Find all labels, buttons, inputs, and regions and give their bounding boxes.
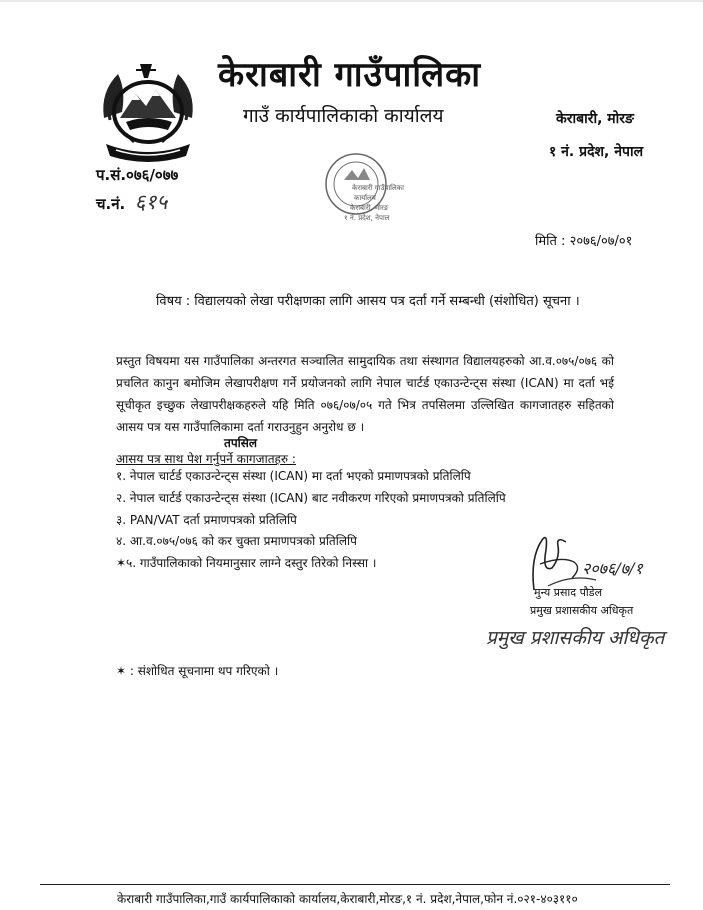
footer-divider — [40, 884, 670, 885]
dispatch-label: च.नं. — [96, 195, 126, 213]
office-seal-icon — [300, 140, 408, 240]
nepal-coat-of-arms-icon — [96, 56, 200, 166]
documents-list-heading: आसय पत्र साथ पेश गर्नुपर्ने कागजातहरु : — [116, 452, 296, 466]
list-item: ४. आ.व.०७५/०७६ को कर चुक्ता प्रमाणपत्रको प्रतिलिपि — [116, 534, 357, 548]
signatory-name: मुन्य प्रसाद पौडेल — [534, 586, 603, 599]
letter-date: मिति : २०७६/०७/०१ — [535, 234, 633, 249]
signature-date: २०७६/७/१ — [582, 559, 643, 578]
stamp-line: केराबारी गाउँपालिका — [352, 184, 404, 192]
list-item: ✶५. गाउँपालिकाको नियमानुसार लाग्ने दस्तुर तिरेको निस्सा । — [116, 556, 377, 570]
schedule-heading: तपसिल — [224, 436, 258, 450]
list-item: ३. PAN/VAT दर्ता प्रमाणपत्रको प्रतिलिपि — [116, 513, 297, 527]
dispatch-number — [96, 188, 167, 216]
dispatch-value: ६१५ — [134, 190, 168, 214]
stamp-line: कार्यालय — [354, 194, 376, 202]
list-item: १. नेपाल चार्टर्ड एकाउन्टेन्ट्स संस्था (ICAN) मा दर्ता भएको प्रमाणपत्रको प्रतिलिपि — [116, 469, 471, 483]
office-title: केराबारी गाउँपालिका — [218, 55, 482, 95]
handwritten-title: प्रमुख प्रशासकीय अधिकृत — [486, 627, 665, 649]
signatory-title: प्रमुख प्रशासकीय अधिकृत — [530, 604, 634, 617]
page-edge — [0, 0, 703, 2]
footnote: ✶ : संशोधित सूचनामा थप गरिएको । — [116, 664, 279, 678]
list-item: २. नेपाल चार्टर्ड एकाउन्टेन्ट्स संस्था (ICAN) बाट नवीकरण गरिएको प्रमाणपत्रको प्रतिलिपि — [116, 491, 506, 505]
stamp-line: १ नं. प्रदेश, नेपाल — [344, 214, 390, 222]
stamp-line: केराबारी, मोरङ — [350, 204, 389, 212]
office-subtitle: गाउँ कार्यपालिकाको कार्यालय — [243, 105, 444, 127]
body-paragraph: प्रस्तुत विषयमा यस गाउँपालिका अन्तरगत सञ्चालित सामुदायिक तथा संस्थागत विद्यालयहरुको आ.व.०७५/०७६ को प्रचलित कानुन बमोजिम लेखापरीक्षण गर्ने प्रयोजनको लागि नेपाल चार्टर्ड एकाउन्टेन्ट्स संस्था (ICAN) मा दर्ता भई सूचीकृत इच्छुक लेखापरीक्षकहरुले यहि मिति ०७६/०७/०५ गते भित्र तपसिलमा उल्लिखित कागजातहरु सहितको आसय पत्र यस गाउँपालिकामा दर्ता गराउनुहुन अनुरोध छ । — [116, 354, 614, 434]
footer-address: केराबारी गाउँपालिका,गाउँ कार्यपालिकाको कार्यालय,केराबारी,मोरङ,१ नं. प्रदेश,नेपाल,फोन नं.०२१-४०३११० — [117, 892, 578, 906]
letter-subject: विषय : विद्यालयको लेखा परीक्षणका लागि आसय पत्र दर्ता गर्ने सम्बन्धी (संशोधित) सूचना । — [156, 294, 580, 309]
reference-number: प.सं.०७६/०७७ — [96, 166, 179, 184]
office-location: केराबारी, मोरङ — [556, 111, 634, 127]
office-province: १ नं. प्रदेश, नेपाल — [549, 144, 644, 160]
